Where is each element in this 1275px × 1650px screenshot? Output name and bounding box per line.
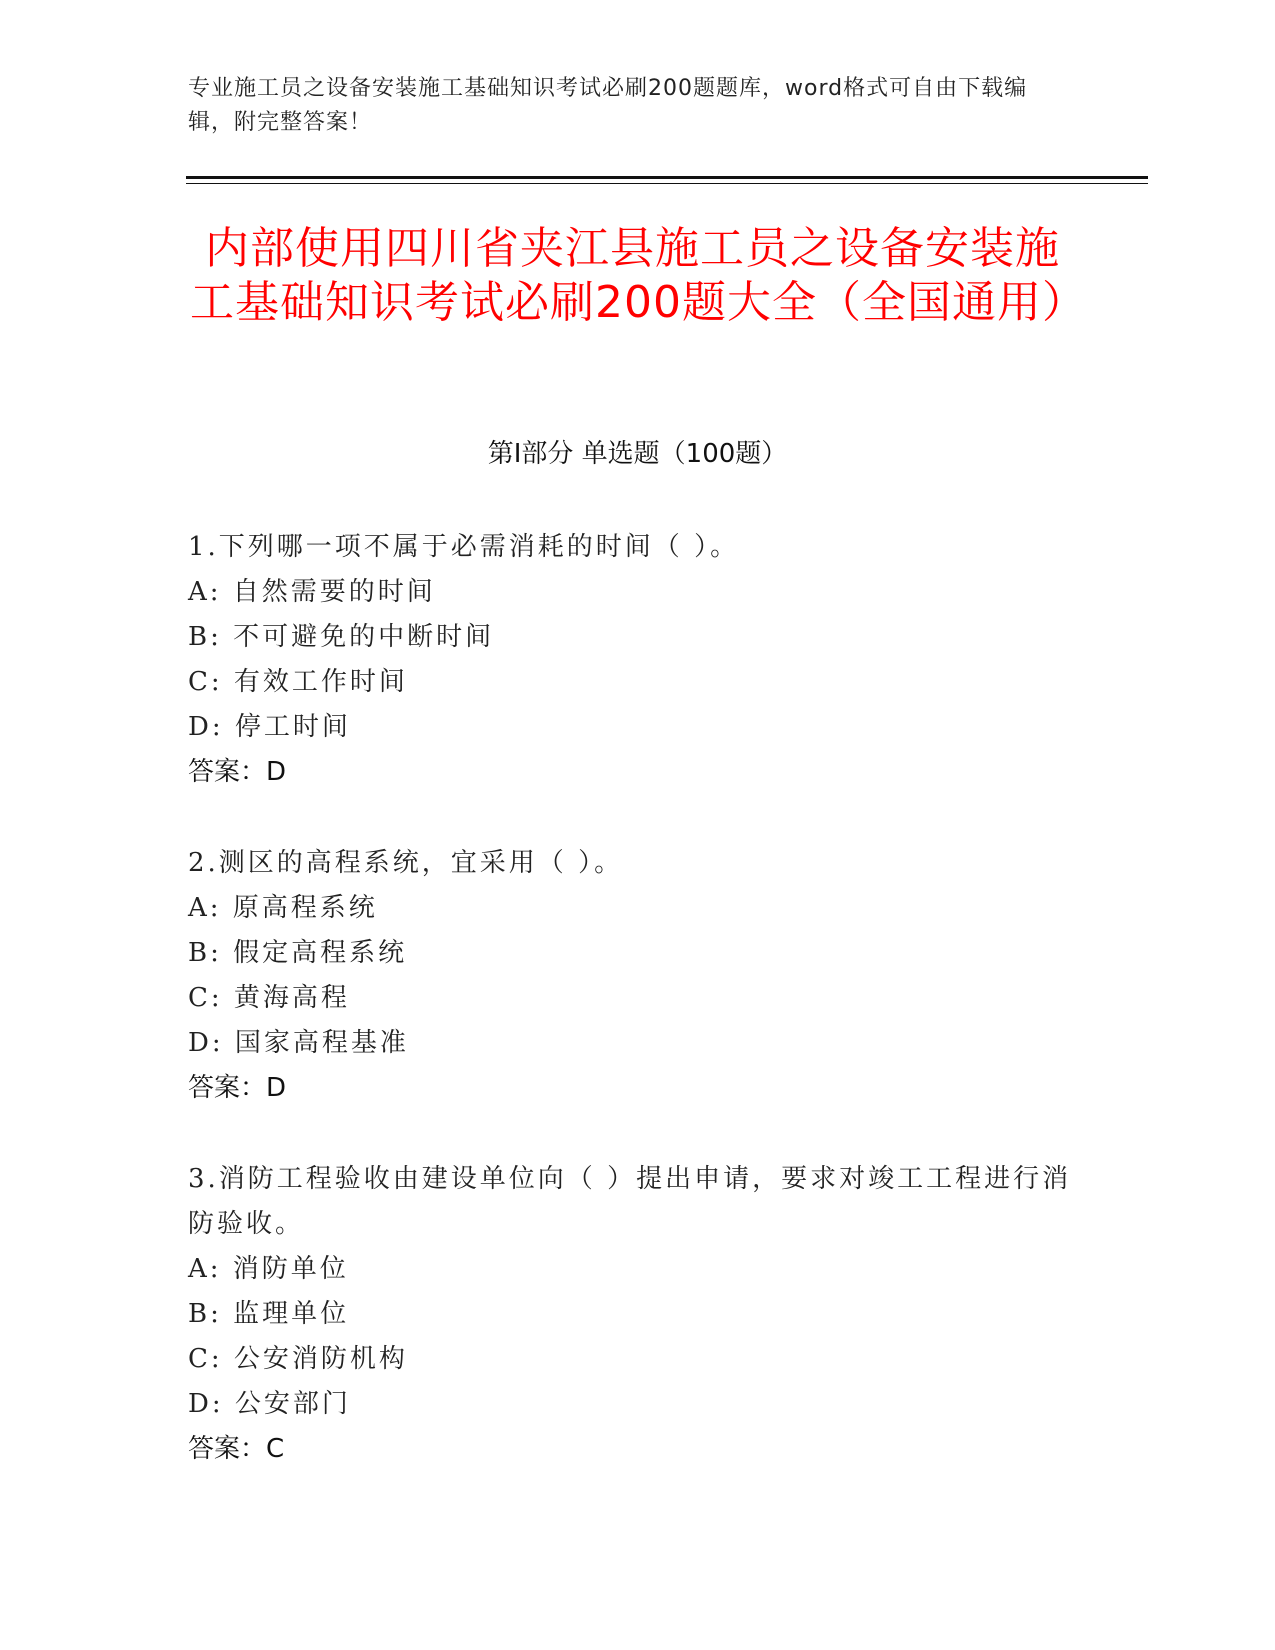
option-a: A: 自然需要的时间 <box>188 577 436 607</box>
option-c: C: 黄海高程 <box>188 983 350 1013</box>
option-a: A: 消防单位 <box>188 1254 349 1284</box>
option-c: C: 公安消防机构 <box>188 1344 408 1374</box>
option-d: D: 国家高程基准 <box>188 1028 409 1058</box>
question-stem: 1.下列哪一项不属于必需消耗的时间（ ）。 <box>188 532 740 562</box>
option-d: D: 停工时间 <box>188 712 351 742</box>
option-a: A: 原高程系统 <box>188 893 378 923</box>
question-3 <box>188 1157 1088 1472</box>
document-title: 内部使用四川省夹江县施工员之设备安装施工基础知识考试必刷200题大全（全国通用） <box>190 223 1087 328</box>
option-b: B: 监理单位 <box>188 1299 350 1329</box>
question-2 <box>188 841 1088 1111</box>
question-list <box>188 525 1088 1518</box>
answer: 答案：D <box>188 1073 287 1103</box>
question-stem: 2.测区的高程系统，宜采用（ ）。 <box>188 848 624 878</box>
header-divider-thin <box>186 183 1148 184</box>
option-d: D: 公安部门 <box>188 1389 351 1419</box>
option-b: B: 不可避免的中断时间 <box>188 622 495 652</box>
option-c: C: 有效工作时间 <box>188 667 408 697</box>
section-heading: 第Ⅰ部分 单选题（100题） <box>487 439 788 469</box>
answer: 答案：C <box>188 1434 285 1464</box>
option-b: B: 假定高程系统 <box>188 938 408 968</box>
answer: 答案：D <box>188 757 287 787</box>
header-note: 专业施工员之设备安装施工基础知识考试必刷200题题库，word格式可自由下载编辑，附完整答案！ <box>188 76 1028 135</box>
question-stem: 3.消防工程验收由建设单位向（ ）提出申请，要求对竣工工程进行消防验收。 <box>188 1164 1072 1239</box>
header-divider-thick <box>186 176 1148 179</box>
question-1 <box>188 525 1088 795</box>
